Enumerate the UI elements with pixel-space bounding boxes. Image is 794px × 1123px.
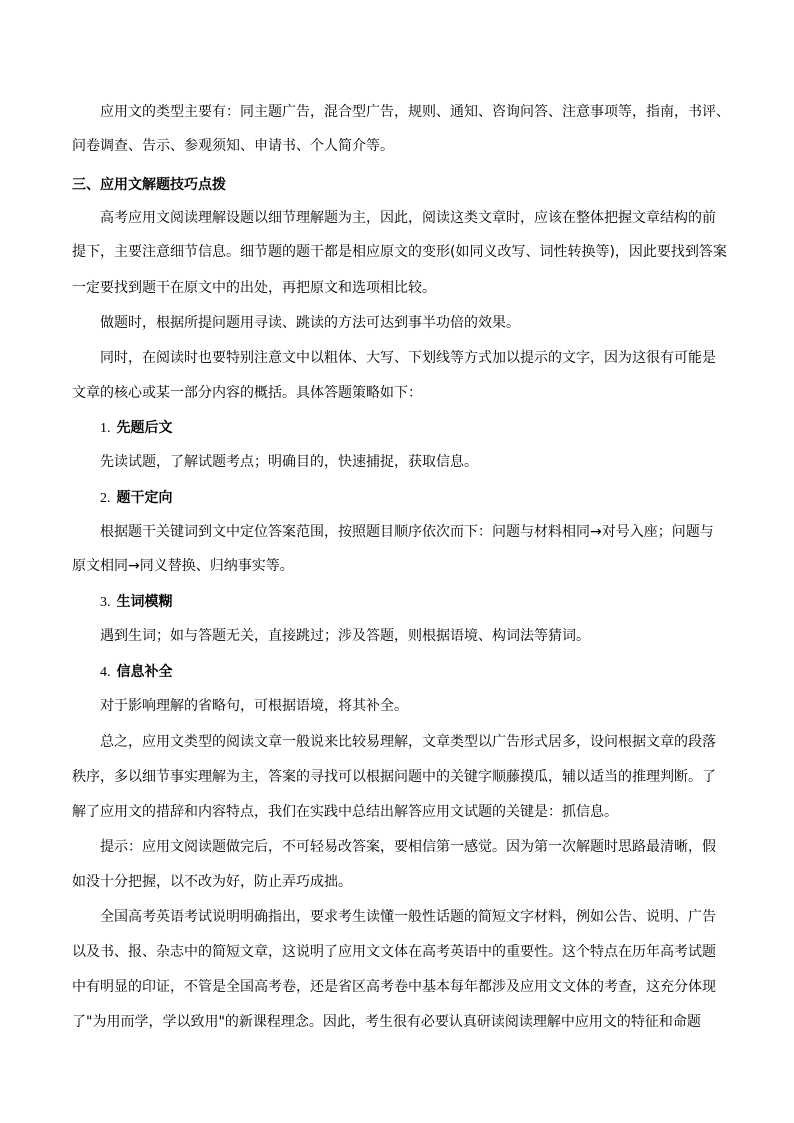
section-heading: 三、应用文解题技巧点拨 (72, 177, 226, 193)
strategy-item-3 (72, 592, 722, 612)
item-title: 先题后文 (116, 420, 173, 436)
paragraph-line: 一定要找到题干在原文中的出处，再把原文和选项相比较。 (72, 280, 436, 296)
strategy-item-2 (72, 488, 722, 508)
document-page (72, 98, 730, 1030)
item-number: 1. (100, 421, 111, 436)
strategy-item-4 (72, 662, 722, 682)
paragraph-line: 原文相同→同义替换、归纳事实等。 (72, 558, 294, 574)
paragraph-line: 根据题干关键词到文中定位答案范围，按照题目顺序依次而下：问题与材料相同→对号入座；问题与 (100, 524, 714, 540)
paragraph-line: 总之，应用文类型的阅读文章一般说来比较易理解，文章类型以广告形式居多，设问根据文章的段落 (100, 734, 716, 750)
paragraph-line: 同时，在阅读时也要特别注意文中以粗体、大写、下划线等方式加以提示的文字，因为这很有可能是 (100, 350, 716, 366)
paragraph-line: 问卷调查、告示、参观须知、申请书、个人简介等。 (72, 138, 394, 154)
item-number: 4. (100, 665, 111, 680)
strategy-item-1 (72, 418, 722, 438)
paragraph-line: 中有明显的印证，不管是全国高考卷，还是省区高考卷中基本每年都涉及应用文文体的考查，这充分体现 (72, 979, 716, 995)
paragraph-line: 文章的核心或某一部分内容的概括。具体答题策略如下： (72, 385, 422, 401)
paragraph-line: 如没十分把握，以不改为好，防止弄巧成拙。 (72, 874, 352, 890)
paragraph-line: 做题时，根据所提问题用寻读、跳读的方法可达到事半功倍的效果。 (100, 315, 520, 331)
paragraph-line: 提下，主要注意细节信息。细节题的题干都是相应原文的变形(如同义改写、词性转换等)，因此要找到答案 (72, 244, 727, 260)
paragraph-line: 以及书、报、杂志中的简短文章，这说明了应用文文体在高考英语中的重要性。这个特点在历年高考试题 (72, 944, 716, 960)
paragraph-line: 解了应用文的措辞和内容特点，我们在实践中总结出解答应用文试题的关键是：抓信息。 (72, 804, 618, 820)
paragraph-line: 提示：应用文阅读题做完后，不可轻易改答案，要相信第一感觉。因为第一次解题时思路最清晰，假 (100, 839, 716, 855)
paragraph-line: 应用文的类型主要有：同主题广告，混合型广告，规则、通知、咨询问答、注意事项等，指南，书评、 (100, 104, 730, 120)
paragraph-line: 对于影响理解的省略句，可根据语境，将其补全。 (100, 698, 408, 714)
item-title: 信息补全 (116, 664, 173, 680)
paragraph-line: 遇到生词；如与答题无关，直接跳过；涉及答题，则根据语境、构词法等猜词。 (100, 628, 590, 644)
paragraph-line: 高考应用文阅读理解设题以细节理解题为主，因此，阅读这类文章时，应该在整体把握文章结构的前 (100, 210, 716, 226)
item-number: 2. (100, 491, 111, 506)
paragraph-line: 了"为用而学，学以致用"的新课程理念。因此，考生很有必要认真研读阅读理解中应用文的特征和命题 (72, 1014, 701, 1030)
item-number: 3. (100, 595, 111, 610)
paragraph-line: 先读试题，了解试题考点；明确目的，快速捕捉，获取信息。 (100, 454, 478, 470)
paragraph-line: 秩序，多以细节事实理解为主，答案的寻找可以根据问题中的关键字顺藤摸瓜，辅以适当的推理判断。了 (72, 769, 716, 785)
item-title: 题干定向 (116, 490, 173, 506)
paragraph-line: 全国高考英语考试说明明确指出，要求考生读懂一般性话题的简短文字材料，例如公告、说明、广告 (100, 909, 716, 925)
item-title: 生词模糊 (116, 594, 173, 610)
